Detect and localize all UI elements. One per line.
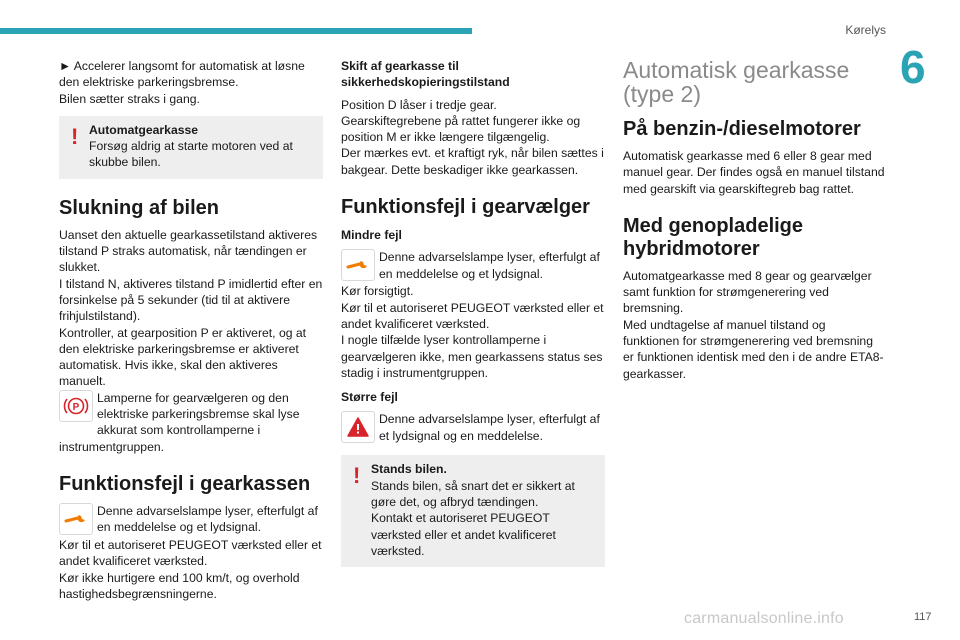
exclamation-icon: !	[71, 123, 79, 149]
minor-paragraph-3: I nogle tilfælde lyser kontrollamperne i gearvælgeren ikke, men gearkassens status ses stadig i instrumentgruppen.	[341, 333, 603, 380]
intro-instruction: ► Accelerer langsomt for automatisk at løsne den elektriske parkeringsbremse.	[59, 59, 305, 90]
warning-text-contact: Kontakt et autoriseret PEUGEOT værksted eller et andet kvalificeret værksted.	[371, 511, 556, 558]
page-title: Automatisk gearkasse (type 2)	[623, 57, 850, 107]
gearbox-fault-paragraph-1: Kør til et autoriseret PEUGEOT værksted eller et andet kvalificeret værksted.	[59, 537, 322, 569]
major-fault-note	[341, 411, 605, 445]
minor-fault-text: Denne advarselslampe lyser, efterfulgt af en meddelelse og et lydsignal.	[379, 250, 600, 281]
heading-selector-fault: Funktionsfejl i gearvælger	[341, 196, 590, 219]
minor-paragraph-2: Kør til et autoriseret PEUGEOT værksted eller et andet kvalificeret værksted.	[341, 300, 604, 331]
page-number: 117	[914, 611, 932, 623]
warning-box-stop	[341, 455, 605, 567]
heading-gearbox-fault: Funktionsfejl i gearkassen	[59, 472, 311, 495]
heading-petrol-diesel: På benzin-/dieselmotorer	[623, 118, 861, 140]
warning-box-automatic	[59, 116, 323, 179]
warning-text: Stands bilen, så snart det er sikkert at gøre det, og afbryd tændingen.	[371, 478, 575, 510]
wrench-icon	[59, 503, 93, 535]
major-fault-text: Denne advarselslampe lyser, efterfulgt af et lydsignal og en meddelelse.	[379, 412, 600, 443]
parking-brake-note	[59, 390, 323, 455]
parking-brake-icon	[59, 390, 93, 422]
safety-paragraph-1: Position D låser i tredje gear.	[341, 97, 497, 112]
svg-text:P: P	[72, 401, 80, 413]
header-accent-bar	[0, 28, 472, 34]
heading-hybrid: Med genopladelige hybridmotorer	[623, 214, 804, 260]
warning-title: Automatgearkasse	[89, 122, 199, 137]
safety-paragraph-3: Der mærkes evt. et kraftigt ryk, når bilen sættes i bakgear. Dette beskadiger ikke gearkassen.	[341, 146, 604, 177]
hybrid-paragraph-1: Automatgearkasse med 8 gear og gearvælger samt funktion for strømgenerering ved bremsning.	[623, 268, 872, 316]
section-title: Kørelys	[845, 23, 886, 37]
safety-paragraph-2: Gearskiftegrebene på rattet fungerer ikke og position M er ikke længere tilgængelig.	[341, 113, 581, 145]
heading-safety-mode: Skift af gearkasse til sikkerhedskopieringstilstand	[341, 59, 510, 90]
gearbox-fault-paragraph-2: Kør ikke hurtigere end 100 km/t, og overhold hastighedsbegrænsningerne.	[59, 570, 300, 601]
warning-triangle-icon	[341, 411, 375, 443]
warning-text: Forsøg aldrig at starte motoren ved at skubbe bilen.	[89, 139, 293, 170]
wrench-icon	[341, 249, 375, 281]
heading-major-fault: Større fejl	[341, 390, 398, 405]
intro-note: Bilen sætter straks i gang.	[59, 91, 200, 106]
hybrid-paragraph-2: Med undtagelse af manuel tilstand og funktionen for strømgenerering ved bremsning er funktionen identisk med den i de andre ETA8-gearkasser.	[623, 317, 884, 381]
exclamation-icon: !	[353, 463, 361, 489]
petrol-paragraph: Automatisk gearkasse med 6 eller 8 gear med manuel gear. Der findes også en manuel tilstand med gearskift via gearskiftegreb bag rattet.	[623, 149, 885, 196]
minor-fault-note	[341, 249, 605, 283]
warning-title: Stands bilen.	[371, 462, 447, 477]
watermark: carmanualsonline.info	[684, 610, 844, 627]
parking-brake-text: Lamperne for gearvælgeren og den elektriske parkeringsbremse skal lyse akkurat som kontrollamperne i instrumentgruppen.	[59, 390, 300, 454]
gearbox-fault-text: Denne advarselslampe lyser, efterfulgt af en meddelelse og et lydsignal.	[97, 503, 318, 535]
heading-shutdown: Slukning af bilen	[59, 196, 220, 219]
gearbox-fault-note	[59, 503, 323, 537]
column-3	[623, 58, 885, 382]
minor-paragraph-1: Kør forsigtigt.	[341, 284, 414, 299]
column-2	[341, 58, 605, 567]
shutdown-paragraph-2: I tilstand N, aktiveres tilstand P imidlertid efter en forsinkelse på 5 sekunder (tid til at aktivere frihjulstilstand).	[59, 276, 323, 324]
chapter-number: 6	[900, 41, 926, 93]
heading-minor-fault: Mindre fejl	[341, 228, 402, 243]
shutdown-paragraph-3: Kontroller, at gearposition P er aktiveret, og at den elektriske parkeringsbremse er aktiveret automatisk. Hvis ikke, skal den aktiveres manuelt.	[59, 325, 307, 389]
shutdown-paragraph-1: Uanset den aktuelle gearkassetilstand aktiveres tilstand P straks automatisk, når tændingen er slukket.	[59, 227, 318, 275]
column-1	[59, 58, 323, 602]
